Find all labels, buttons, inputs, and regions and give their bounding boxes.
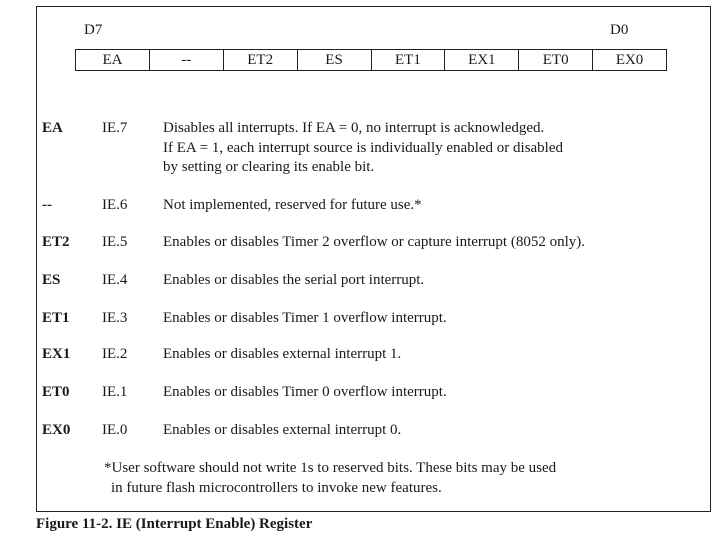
register-bit-6: -- <box>150 50 224 70</box>
bit-name: EX0 <box>42 422 71 438</box>
description-line: Enables or disables Timer 0 overflow interrupt. <box>163 384 447 400</box>
register-bit-0: EX0 <box>615 51 644 68</box>
figure-caption: Figure 11-2. IE (Interrupt Enable) Register <box>36 516 313 532</box>
description-line: by setting or clearing its enable bit. <box>163 159 375 175</box>
description-line: Enables or disables external interrupt 1. <box>163 346 402 362</box>
bit-position: IE.3 <box>102 310 128 326</box>
bit-position: IE.2 <box>102 346 128 362</box>
register-bit-7: EA <box>76 50 150 70</box>
bit-description <box>163 196 703 216</box>
bit-description <box>163 309 703 329</box>
register-bit-5: ET2 <box>224 50 298 70</box>
description-line: Enables or disables Timer 2 overflow or capture interrupt (8052 only). <box>163 234 585 250</box>
bit-description <box>163 271 703 291</box>
register-bit-2: EX1 <box>445 50 519 70</box>
bit-description <box>163 421 703 441</box>
bit-description <box>163 233 703 253</box>
msb-label: D7 <box>84 22 103 38</box>
register-bit-3: ET1 <box>372 50 446 70</box>
bit-name: ET2 <box>42 234 70 250</box>
bit-name: EA <box>42 120 63 136</box>
register-bit-1: ET0 <box>519 50 593 70</box>
register-bit-4: ES <box>298 50 372 70</box>
description-line: Enables or disables external interrupt 0. <box>163 422 402 438</box>
bit-position: IE.5 <box>102 234 128 250</box>
footnote <box>104 458 556 498</box>
bit-position: IE.4 <box>102 272 128 288</box>
bit-description <box>163 119 703 178</box>
bit-name: ET0 <box>42 384 70 400</box>
bit-position: IE.6 <box>102 197 128 213</box>
description-line: Enables or disables Timer 1 overflow interrupt. <box>163 310 447 326</box>
bit-description <box>163 383 703 403</box>
bit-name: ET1 <box>42 310 70 326</box>
bit-name: ES <box>42 272 61 288</box>
register-bit-row <box>75 49 667 71</box>
lsb-label: D0 <box>610 22 629 38</box>
footnote-line: in future flash microcontrollers to invoke new features. <box>111 480 442 496</box>
description-line: If EA = 1, each interrupt source is individually enabled or disabled <box>163 139 564 156</box>
bit-name: -- <box>42 197 52 213</box>
bit-position: IE.0 <box>102 422 128 438</box>
bit-name: EX1 <box>42 346 71 362</box>
bit-description <box>163 345 703 365</box>
description-line: Enables or disables the serial port interrupt. <box>163 272 425 288</box>
bit-position: IE.1 <box>102 384 128 400</box>
description-line: Disables all interrupts. If EA = 0, no interrupt is acknowledged. <box>163 120 545 136</box>
description-line: Not implemented, reserved for future use.* <box>163 197 422 213</box>
bit-position: IE.7 <box>102 120 128 136</box>
footnote-line: *User software should not write 1s to reserved bits. These bits may be used <box>104 460 557 476</box>
